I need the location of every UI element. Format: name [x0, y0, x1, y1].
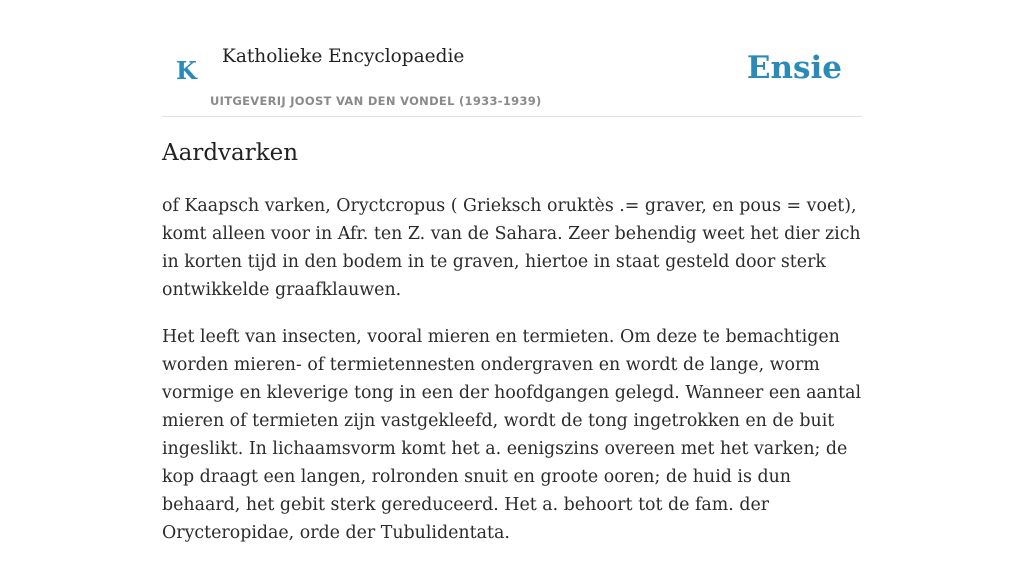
- site-header: [162, 0, 862, 117]
- brand-logo[interactable]: Ensie: [746, 50, 842, 86]
- article-paragraph-2: Het leeft van insecten, vooral mieren en termieten. Om deze te bemachtigen worden mieren- of termietennesten ondergraven en wordt de lange, worm vormige en kleverige tong in een der hoofdgangen gelegd. Wanneer een aantal mieren of termieten zijn vastgekleefd, wordt de tong ingetrokken en de buit ingeslikt. In lichaamsvorm komt het a. eenigszins overeen met het varken; de kop draagt een langen, rolronden snuit en groote ooren; de huid is dun behaard, het gebit sterk gereduceerd. Het a. behoort tot de fam. der Orycteropidae, orde der Tubulidentata.: [162, 327, 862, 543]
- article-paragraph-1: of Kaapsch varken, Oryctcropus ( Grieksch oruktès .= graver, en pous = voet), komt alleen voor in Afr. ten Z. van de Sahara. Zeer behendig weet het dier zich in korten tijd in den bodem in te graven, hiertoe in staat gesteld door sterk ontwikkelde graafklauwen.: [162, 196, 861, 300]
- publisher-label: UITGEVERIJ JOOST VAN DEN VONDEL (1933-1939): [210, 94, 542, 108]
- article-title: Aardvarken: [162, 140, 299, 166]
- article-body: [162, 192, 862, 566]
- site-title[interactable]: Katholieke Encyclopaedie: [222, 46, 465, 67]
- page: [162, 0, 862, 543]
- logo-k-icon[interactable]: K: [176, 56, 197, 85]
